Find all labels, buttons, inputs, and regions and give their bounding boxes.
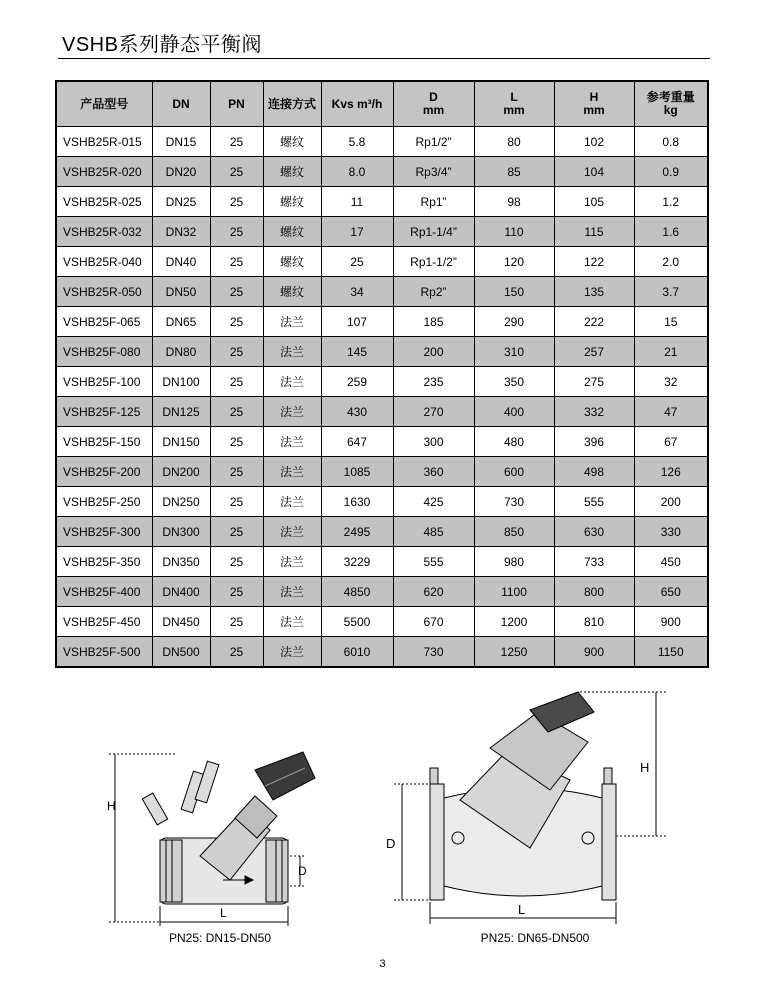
cell-model: VSHB25F-300 bbox=[56, 517, 152, 547]
column-header-unit: kg bbox=[663, 103, 678, 117]
cell-model: VSHB25F-100 bbox=[56, 367, 152, 397]
cell-conn: 法兰 bbox=[263, 397, 321, 427]
column-header bbox=[152, 81, 210, 127]
cell-kg: 1150 bbox=[634, 637, 708, 668]
cell-dn: DN32 bbox=[152, 217, 210, 247]
cell-h: 733 bbox=[554, 547, 634, 577]
cell-model: VSHB25R-015 bbox=[56, 127, 152, 157]
column-header-label: L bbox=[510, 90, 518, 104]
cell-conn: 法兰 bbox=[263, 547, 321, 577]
column-header bbox=[321, 81, 393, 127]
cell-l: 98 bbox=[474, 187, 554, 217]
cell-kg: 47 bbox=[634, 397, 708, 427]
cell-dn: DN20 bbox=[152, 157, 210, 187]
cell-kg: 67 bbox=[634, 427, 708, 457]
cell-kvs: 6010 bbox=[321, 637, 393, 668]
cell-l: 1100 bbox=[474, 577, 554, 607]
cell-l: 290 bbox=[474, 307, 554, 337]
cell-h: 115 bbox=[554, 217, 634, 247]
cell-conn: 螺纹 bbox=[263, 187, 321, 217]
cell-kvs: 430 bbox=[321, 397, 393, 427]
cell-pn: 25 bbox=[210, 127, 263, 157]
cell-l: 400 bbox=[474, 397, 554, 427]
table-row bbox=[56, 307, 708, 337]
cell-d: 620 bbox=[393, 577, 474, 607]
cell-kvs: 1630 bbox=[321, 487, 393, 517]
cell-pn: 25 bbox=[210, 637, 263, 668]
cell-conn: 法兰 bbox=[263, 367, 321, 397]
cell-model: VSHB25R-032 bbox=[56, 217, 152, 247]
cell-l: 85 bbox=[474, 157, 554, 187]
cell-dn: DN250 bbox=[152, 487, 210, 517]
cell-conn: 螺纹 bbox=[263, 247, 321, 277]
cell-model: VSHB25R-025 bbox=[56, 187, 152, 217]
cell-l: 150 bbox=[474, 277, 554, 307]
title-divider bbox=[58, 58, 710, 59]
page-number: 3 bbox=[379, 958, 386, 970]
cell-kg: 0.9 bbox=[634, 157, 708, 187]
cell-d: 185 bbox=[393, 307, 474, 337]
cell-pn: 25 bbox=[210, 427, 263, 457]
cell-conn: 法兰 bbox=[263, 427, 321, 457]
cell-pn: 25 bbox=[210, 247, 263, 277]
cell-conn: 螺纹 bbox=[263, 157, 321, 187]
cell-l: 980 bbox=[474, 547, 554, 577]
cell-model: VSHB25F-150 bbox=[56, 427, 152, 457]
table-row bbox=[56, 457, 708, 487]
cell-h: 555 bbox=[554, 487, 634, 517]
table-row bbox=[56, 637, 708, 668]
cell-l: 850 bbox=[474, 517, 554, 547]
cell-conn: 法兰 bbox=[263, 307, 321, 337]
spec-table bbox=[55, 80, 709, 668]
cell-model: VSHB25F-350 bbox=[56, 547, 152, 577]
cell-d: 730 bbox=[393, 637, 474, 668]
cell-conn: 螺纹 bbox=[263, 277, 321, 307]
dim-label-l: L bbox=[220, 906, 227, 920]
cell-kg: 200 bbox=[634, 487, 708, 517]
dim-label-l: L bbox=[518, 902, 526, 917]
column-header-label: Kvs m³/h bbox=[331, 96, 383, 111]
cell-kvs: 5500 bbox=[321, 607, 393, 637]
cell-h: 810 bbox=[554, 607, 634, 637]
cell-dn: DN150 bbox=[152, 427, 210, 457]
cell-pn: 25 bbox=[210, 277, 263, 307]
threaded-valve-drawing bbox=[105, 730, 345, 930]
cell-h: 630 bbox=[554, 517, 634, 547]
column-header-label: 连接方式 bbox=[267, 96, 316, 111]
cell-pn: 25 bbox=[210, 547, 263, 577]
cell-h: 122 bbox=[554, 247, 634, 277]
cell-pn: 25 bbox=[210, 517, 263, 547]
cell-d: 425 bbox=[393, 487, 474, 517]
cell-d: Rp1/2” bbox=[393, 127, 474, 157]
cell-kg: 21 bbox=[634, 337, 708, 367]
cell-dn: DN65 bbox=[152, 307, 210, 337]
cell-model: VSHB25F-450 bbox=[56, 607, 152, 637]
cell-h: 257 bbox=[554, 337, 634, 367]
cell-d: Rp2” bbox=[393, 277, 474, 307]
cell-dn: DN450 bbox=[152, 607, 210, 637]
cell-dn: DN100 bbox=[152, 367, 210, 397]
cell-h: 275 bbox=[554, 367, 634, 397]
cell-pn: 25 bbox=[210, 457, 263, 487]
cell-kg: 650 bbox=[634, 577, 708, 607]
cell-kvs: 107 bbox=[321, 307, 393, 337]
cell-d: Rp3/4” bbox=[393, 157, 474, 187]
cell-dn: DN80 bbox=[152, 337, 210, 367]
cell-conn: 法兰 bbox=[263, 337, 321, 367]
dim-label-d: D bbox=[386, 836, 396, 851]
cell-h: 222 bbox=[554, 307, 634, 337]
cell-dn: DN25 bbox=[152, 187, 210, 217]
cell-d: 200 bbox=[393, 337, 474, 367]
cell-kg: 126 bbox=[634, 457, 708, 487]
cell-pn: 25 bbox=[210, 607, 263, 637]
cell-pn: 25 bbox=[210, 367, 263, 397]
cell-dn: DN200 bbox=[152, 457, 210, 487]
cell-kvs: 34 bbox=[321, 277, 393, 307]
cell-kvs: 11 bbox=[321, 187, 393, 217]
cell-conn: 法兰 bbox=[263, 487, 321, 517]
cell-d: 270 bbox=[393, 397, 474, 427]
column-header-label: 参考重量 bbox=[646, 90, 695, 104]
cell-conn: 螺纹 bbox=[263, 127, 321, 157]
cell-dn: DN350 bbox=[152, 547, 210, 577]
cell-h: 800 bbox=[554, 577, 634, 607]
cell-l: 110 bbox=[474, 217, 554, 247]
table-row bbox=[56, 427, 708, 457]
cell-pn: 25 bbox=[210, 487, 263, 517]
table-row bbox=[56, 607, 708, 637]
cell-l: 350 bbox=[474, 367, 554, 397]
cell-conn: 螺纹 bbox=[263, 217, 321, 247]
column-header-label: DN bbox=[172, 96, 190, 111]
column-header bbox=[393, 81, 474, 127]
table-row bbox=[56, 217, 708, 247]
column-header bbox=[634, 81, 708, 127]
column-header bbox=[210, 81, 263, 127]
cell-kvs: 8.0 bbox=[321, 157, 393, 187]
cell-kvs: 4850 bbox=[321, 577, 393, 607]
cell-h: 900 bbox=[554, 637, 634, 668]
cell-kvs: 25 bbox=[321, 247, 393, 277]
cell-model: VSHB25F-500 bbox=[56, 637, 152, 668]
table-row bbox=[56, 247, 708, 277]
column-header bbox=[56, 81, 152, 127]
table-row bbox=[56, 127, 708, 157]
cell-h: 498 bbox=[554, 457, 634, 487]
table-row bbox=[56, 277, 708, 307]
right-figure-caption: PN25: DN65-DN500 bbox=[480, 931, 590, 945]
cell-kg: 0.8 bbox=[634, 127, 708, 157]
cell-pn: 25 bbox=[210, 157, 263, 187]
cell-pn: 25 bbox=[210, 337, 263, 367]
table-row bbox=[56, 517, 708, 547]
cell-conn: 法兰 bbox=[263, 577, 321, 607]
cell-l: 730 bbox=[474, 487, 554, 517]
cell-l: 480 bbox=[474, 427, 554, 457]
column-header-label: H bbox=[589, 90, 599, 104]
column-header-label: 产品型号 bbox=[80, 96, 129, 111]
cell-model: VSHB25F-200 bbox=[56, 457, 152, 487]
cell-model: VSHB25R-040 bbox=[56, 247, 152, 277]
table-row bbox=[56, 337, 708, 367]
column-header-unit: mm bbox=[583, 103, 605, 117]
cell-model: VSHB25F-080 bbox=[56, 337, 152, 367]
flanged-valve-drawing bbox=[380, 688, 670, 933]
cell-d: 235 bbox=[393, 367, 474, 397]
cell-d: 485 bbox=[393, 517, 474, 547]
cell-kg: 2.0 bbox=[634, 247, 708, 277]
cell-d: Rp1-1/2” bbox=[393, 247, 474, 277]
cell-model: VSHB25F-250 bbox=[56, 487, 152, 517]
table-row bbox=[56, 187, 708, 217]
page-title: VSHB系列静态平衡阀 bbox=[62, 34, 262, 56]
cell-dn: DN15 bbox=[152, 127, 210, 157]
column-header-label: PN bbox=[228, 96, 245, 111]
column-header bbox=[554, 81, 634, 127]
cell-kg: 900 bbox=[634, 607, 708, 637]
cell-kvs: 5.8 bbox=[321, 127, 393, 157]
table-row bbox=[56, 397, 708, 427]
cell-pn: 25 bbox=[210, 217, 263, 247]
column-header-label: D bbox=[429, 90, 438, 104]
cell-h: 332 bbox=[554, 397, 634, 427]
cell-l: 1250 bbox=[474, 637, 554, 668]
cell-conn: 法兰 bbox=[263, 607, 321, 637]
cell-model: VSHB25F-125 bbox=[56, 397, 152, 427]
cell-model: VSHB25F-400 bbox=[56, 577, 152, 607]
table-row bbox=[56, 577, 708, 607]
cell-pn: 25 bbox=[210, 307, 263, 337]
cell-h: 102 bbox=[554, 127, 634, 157]
cell-d: 360 bbox=[393, 457, 474, 487]
cell-kg: 450 bbox=[634, 547, 708, 577]
cell-dn: DN400 bbox=[152, 577, 210, 607]
cell-pn: 25 bbox=[210, 577, 263, 607]
column-header-unit: mm bbox=[422, 103, 445, 117]
cell-l: 1200 bbox=[474, 607, 554, 637]
cell-h: 396 bbox=[554, 427, 634, 457]
dim-label-h: H bbox=[640, 760, 650, 775]
cell-kg: 1.2 bbox=[634, 187, 708, 217]
table-row bbox=[56, 157, 708, 187]
cell-kvs: 259 bbox=[321, 367, 393, 397]
cell-kvs: 17 bbox=[321, 217, 393, 247]
cell-conn: 法兰 bbox=[263, 517, 321, 547]
cell-h: 105 bbox=[554, 187, 634, 217]
cell-dn: DN500 bbox=[152, 637, 210, 668]
cell-kvs: 647 bbox=[321, 427, 393, 457]
cell-kg: 1.6 bbox=[634, 217, 708, 247]
table-row bbox=[56, 547, 708, 577]
cell-kvs: 145 bbox=[321, 337, 393, 367]
cell-d: 555 bbox=[393, 547, 474, 577]
cell-pn: 25 bbox=[210, 397, 263, 427]
cell-kg: 15 bbox=[634, 307, 708, 337]
cell-d: Rp1-1/4” bbox=[393, 217, 474, 247]
table-row bbox=[56, 367, 708, 397]
cell-conn: 法兰 bbox=[263, 637, 321, 668]
cell-dn: DN300 bbox=[152, 517, 210, 547]
cell-h: 104 bbox=[554, 157, 634, 187]
cell-conn: 法兰 bbox=[263, 457, 321, 487]
left-figure-caption: PN25: DN15-DN50 bbox=[168, 931, 272, 945]
cell-l: 600 bbox=[474, 457, 554, 487]
cell-dn: DN125 bbox=[152, 397, 210, 427]
cell-kg: 32 bbox=[634, 367, 708, 397]
cell-kvs: 1085 bbox=[321, 457, 393, 487]
cell-pn: 25 bbox=[210, 187, 263, 217]
cell-dn: DN50 bbox=[152, 277, 210, 307]
table-header-row bbox=[56, 81, 708, 127]
cell-kvs: 3229 bbox=[321, 547, 393, 577]
cell-l: 120 bbox=[474, 247, 554, 277]
cell-h: 135 bbox=[554, 277, 634, 307]
cell-kvs: 2495 bbox=[321, 517, 393, 547]
column-header bbox=[263, 81, 321, 127]
table-body bbox=[56, 127, 708, 668]
column-header bbox=[474, 81, 554, 127]
column-header-unit: mm bbox=[503, 103, 525, 117]
cell-kg: 3.7 bbox=[634, 277, 708, 307]
dim-label-h: H bbox=[107, 799, 116, 813]
cell-model: VSHB25F-065 bbox=[56, 307, 152, 337]
cell-d: 300 bbox=[393, 427, 474, 457]
table-row bbox=[56, 487, 708, 517]
cell-l: 310 bbox=[474, 337, 554, 367]
cell-d: 670 bbox=[393, 607, 474, 637]
cell-dn: DN40 bbox=[152, 247, 210, 277]
cell-model: VSHB25R-050 bbox=[56, 277, 152, 307]
cell-model: VSHB25R-020 bbox=[56, 157, 152, 187]
cell-l: 80 bbox=[474, 127, 554, 157]
cell-d: Rp1” bbox=[393, 187, 474, 217]
dim-label-d: D bbox=[298, 864, 307, 878]
cell-kg: 330 bbox=[634, 517, 708, 547]
